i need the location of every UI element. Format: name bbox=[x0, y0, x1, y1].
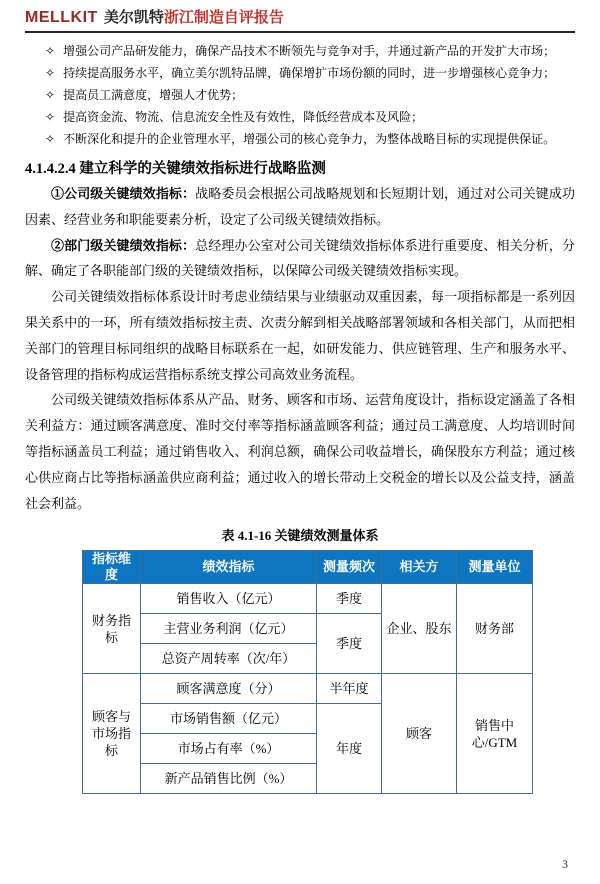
kpi-table bbox=[82, 550, 533, 794]
bullet-text: 持续提高服务水平，确立美尔凯特品牌，确保增扩市场份额的同时，进一步增强核心竞争力； bbox=[63, 66, 556, 80]
frequency-cell: 年度 bbox=[317, 704, 382, 794]
column-header-4: 测量单位 bbox=[457, 551, 533, 584]
page-number: 3 bbox=[562, 857, 568, 871]
bullet-text: 增强公司产品研发能力，确保产品技术不断领先与竞争对手，并通过新产品的开发扩大市场； bbox=[63, 44, 556, 58]
column-header-3: 相关方 bbox=[382, 551, 457, 584]
bullet-text: 不断深化和提升的企业管理水平，增强公司的核心竞争力，为整体战略目标的实现提供保证。 bbox=[63, 132, 556, 146]
indicator-cell: 总资产周转率（次/年） bbox=[141, 644, 317, 674]
bullet-list bbox=[25, 43, 575, 148]
list-item bbox=[25, 65, 575, 82]
paragraphs bbox=[25, 181, 575, 516]
stakeholder-cell: 企业、股东 bbox=[382, 584, 457, 674]
indicator-cell: 主营业务利润（亿元） bbox=[141, 614, 317, 644]
dimension-cell: 顾客与市场指标 bbox=[83, 674, 141, 794]
frequency-cell: 季度 bbox=[317, 614, 382, 674]
unit-cell: 销售中心/GTM bbox=[457, 674, 533, 794]
paragraph-lead-label: ②部门级关键绩效指标： bbox=[51, 237, 196, 253]
frequency-cell: 季度 bbox=[317, 584, 382, 614]
frequency-cell: 半年度 bbox=[317, 674, 382, 704]
bullet-text: 提高员工满意度，增强人才优势； bbox=[63, 88, 244, 102]
table-row bbox=[83, 674, 533, 704]
list-item bbox=[25, 43, 575, 60]
indicator-cell: 新产品销售比例（%） bbox=[141, 764, 317, 794]
indicator-cell: 市场销售额（亿元） bbox=[141, 704, 317, 734]
bullet-text: 提高资金流、物流、信息流安全性及有效性，降低经营成本及风险； bbox=[63, 110, 424, 124]
list-item bbox=[25, 131, 575, 148]
table-caption: 表 4.1-16 关键绩效测量体系 bbox=[221, 528, 379, 544]
diamond-bullet-icon: ✧ bbox=[45, 66, 56, 80]
kpi-table-body bbox=[83, 584, 533, 794]
header-company-name: 美尔凯特 bbox=[103, 10, 164, 26]
list-item bbox=[25, 109, 575, 126]
section-heading: 4.1.4.2.4 建立科学的关键绩效指标进行战略监测 bbox=[25, 161, 326, 177]
list-item bbox=[25, 87, 575, 104]
page-header bbox=[25, 8, 575, 33]
diamond-bullet-icon: ✧ bbox=[45, 132, 56, 146]
indicator-cell: 市场占有率（%） bbox=[141, 734, 317, 764]
indicator-cell: 销售收入（亿元） bbox=[141, 584, 317, 614]
column-header-0: 指标维度 bbox=[83, 551, 141, 584]
paragraph-lead-label: ①公司级关键绩效指标： bbox=[51, 186, 196, 201]
dimension-cell: 财务指标 bbox=[83, 584, 141, 674]
column-header-2: 测量频次 bbox=[317, 551, 382, 584]
diamond-bullet-icon: ✧ bbox=[45, 110, 56, 124]
kpi-table-head bbox=[83, 551, 533, 584]
indicator-cell: 顾客满意度（分） bbox=[141, 674, 317, 704]
stakeholder-cell: 顾客 bbox=[382, 674, 457, 794]
diamond-bullet-icon: ✧ bbox=[45, 44, 56, 58]
diamond-bullet-icon: ✧ bbox=[45, 88, 56, 102]
brand-logo-text: MELLKIT bbox=[25, 9, 98, 26]
header-report-title: 浙江制造自评报告 bbox=[163, 10, 284, 26]
table-row bbox=[83, 584, 533, 614]
column-header-1: 绩效指标 bbox=[141, 551, 317, 584]
body-paragraph: 公司级关键绩效指标体系从产品、财务、顾客和市场、运营角度设计，指标设定涵盖了各相关利益方：通过顾客满意度、准时交付率等指标涵盖顾客利益；通过员工满意度、人均培训时间等指标涵盖员工利益；通过销售收入、利润总额，确保公司收益增长，确保股东方利益；通过核心供应商占比等指标涵盖供应商利益；通过收入的增长带动上交税金的增长以及公益支持，涵盖社会利益。 bbox=[25, 392, 575, 511]
table-header-row bbox=[83, 551, 533, 584]
body-paragraph: ②部门级关键绩效指标：总经理办公室对公司关键绩效指标体系进行重要度、相关分析，分解、确定了各职能部门级的关键绩效指标，以保障公司级关键绩效指标实现。 bbox=[25, 237, 575, 279]
body-paragraph: ①公司级关键绩效指标：战略委员会根据公司战略规划和长短期计划，通过对公司关键成功因素、经营业务和职能要素分析，设定了公司级关键绩效指标。 bbox=[25, 186, 575, 227]
unit-cell: 财务部 bbox=[457, 584, 533, 674]
body-paragraph: 公司关键绩效指标体系设计时考虑业绩结果与业绩驱动双重因素，每一项指标都是一系列因果关系中的一环，所有绩效指标按主责、次责分解到相关战略部署领域和各相关部门，从而把相关部门的管理目标同组织的战略目标联系在一起，如研发能力、供应链管理、生产和服务水平、设备管理的指标构成运营指标系统支撑公司高效业务流程。 bbox=[25, 289, 575, 382]
